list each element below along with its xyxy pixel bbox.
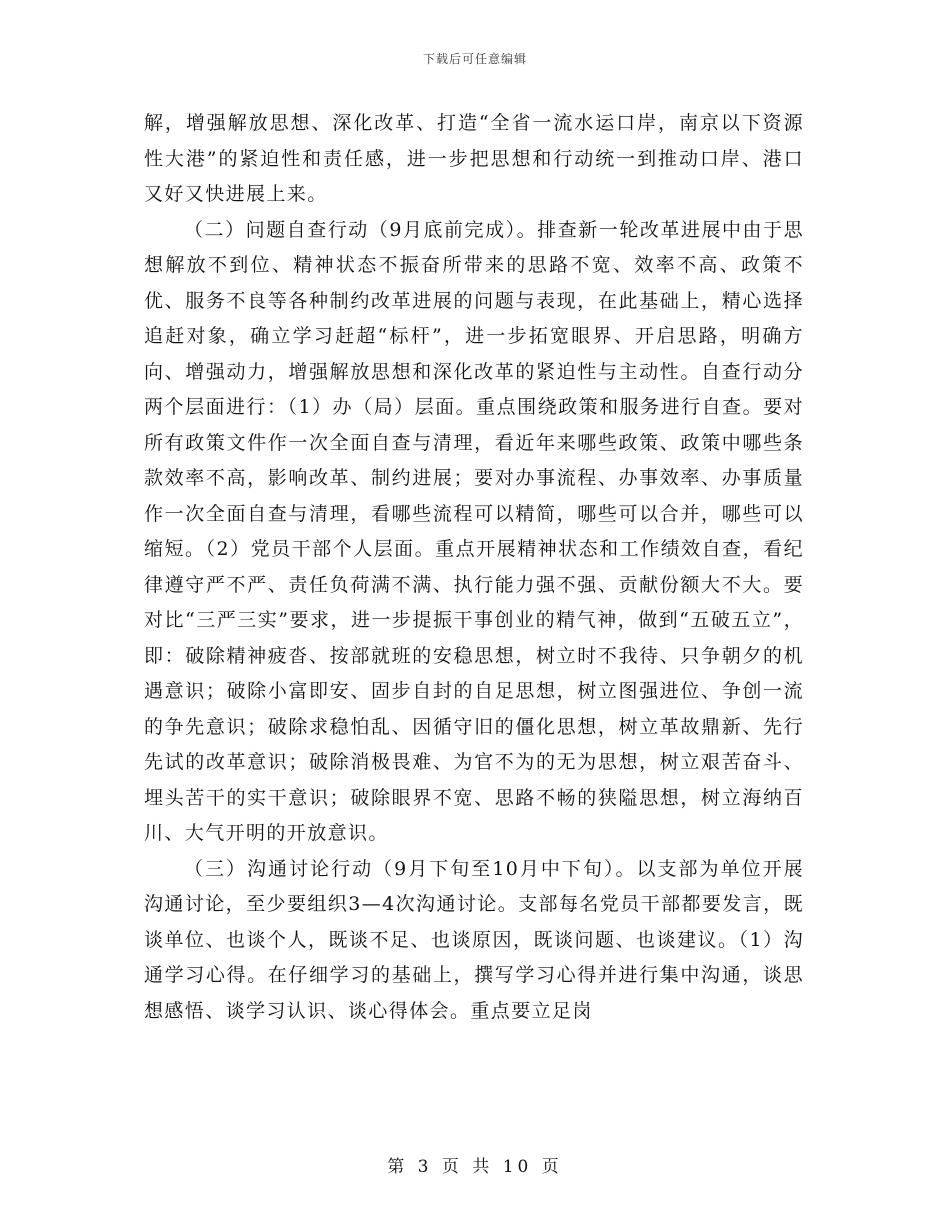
- paragraph-problem-self-check: （二）问题自查行动（9月底前完成）。排查新一轮改革进展中由于思想解放不到位、精神状态不振奋所带来的思路不宽、效率不高、政策不优、服务不良等各种制约改革进展的问题与表现，在此基础上，精心选择追赶对象，确立学习赶超“标杆”，进一步拓宽眼界、开启思路，明确方向、增强动力，增强解放思想和深化改革的紧迫性与主动性。自查行动分两个层面进行：（1）办（局）层面。重点围绕政策和服务进行自查。要对所有政策文件作一次全面自查与清理，看近年来哪些政策、政策中哪些条款效率不高，影响改革、制约进展；要对办事流程、办事效率、办事质量作一次全面自查与清理，看哪些流程可以精简，哪些可以合并，哪些可以缩短。（2）党员干部个人层面。重点开展精神状态和工作绩效自查，看纪律遵守严不严、责任负荷满不满、执行能力强不强、贡献份额大不大。要对比“三严三实”要求，进一步提振干事创业的精气神，做到“五破五立”，即：破除精神疲沓、按部就班的安稳思想，树立时不我待、只争朝夕的机遇意识；破除小富即安、固步自封的自足思想，树立图强进位、争创一流的争先意识；破除求稳怕乱、因循守旧的僵化思想，树立革故鼎新、先行先试的改革意识；破除消极畏难、为官不为的无为思想，树立艰苦奋斗、埋头苦干的实干意识；破除眼界不宽、思路不畅的狭隘思想，树立海纳百川、大气开明的开放意识。: [144, 218, 804, 844]
- paragraph-communication-discussion: （三）沟通讨论行动（9月下旬至10月中下旬）。以支部为单位开展沟通讨论，至少要组织3—4次沟通讨论。支部每名党员干部都要发言，既谈单位、也谈个人，既谈不足、也谈原因，既谈问题、也谈建议。（1）沟通学习心得。在仔细学习的基础上，撰写学习心得并进行集中沟通，谈思想感悟、谈学习认识、谈心得体会。重点要立足岗: [144, 857, 804, 1022]
- document-body: [144, 106, 804, 1029]
- paragraph-continued: 解，增强解放思想、深化改革、打造“全省一流水运口岸，南京以下资源性大港”的紧迫性和责任感，进一步把思想和行动统一到推动口岸、港口又好又快进展上来。: [144, 112, 804, 205]
- page-header: 下载后可任意编辑: [422, 52, 527, 66]
- page-footer: 第 3 页 共 10 页: [387, 1157, 563, 1177]
